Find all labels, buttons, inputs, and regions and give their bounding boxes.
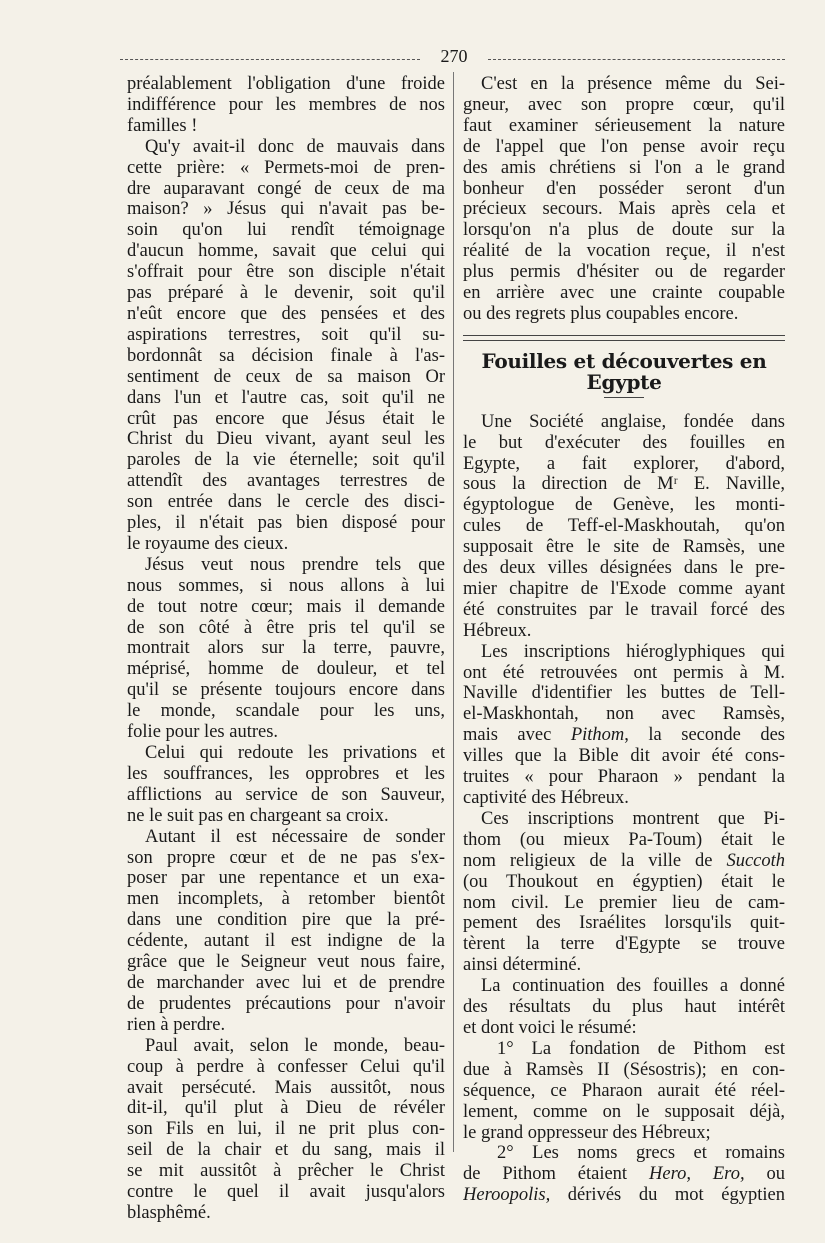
text-line: Celui qui redoute les privations et: [145, 743, 445, 763]
text-line: La continuation des fouilles a donné: [481, 976, 785, 997]
text-line: seil de la chair et du sang, mais il: [127, 1140, 445, 1161]
text-line: due à Ramsès II (Sésostris); en con-: [463, 1059, 785, 1080]
text-line: supposait être le site de Ramsès, une: [463, 537, 785, 558]
text-line: les souffrances, les opprobres et les: [127, 763, 445, 784]
text-line: contre le quel il avait jusqu'alors: [127, 1182, 445, 1203]
text-line: bordonnât sa décision finale à l'as-: [127, 345, 445, 366]
text-line: indifférence pour les membres de nos: [127, 94, 445, 115]
text-line: crût pas encore que Jésus était le: [127, 408, 445, 429]
text-line: de marchander avec lui et de prendre: [127, 972, 445, 993]
page-header: [120, 44, 785, 70]
text-line: Qu'y avait-il donc de mauvais dans: [145, 136, 445, 157]
text-line: gneur, avec son propre cœur, qu'il: [463, 94, 785, 115]
text-line: ainsi déterminé.: [463, 955, 582, 976]
text-line: de l'appel que l'on pense avoir reçu: [463, 136, 785, 157]
text-line: de prudentes précautions pour n'avoir: [127, 993, 445, 1014]
text-line: Christ du Dieu vivant, ayant seul les: [127, 429, 445, 450]
text-line: tèrent la terre d'Egypte se trouve: [463, 934, 785, 955]
text-line: maison? » Jésus qui n'avait pas be-: [127, 199, 445, 220]
text-line: le but d'exécuter des fouilles en: [463, 432, 785, 453]
text-line: lement, comme on le supposait déjà,: [463, 1101, 785, 1122]
text-line: dans l'un et l'autre cas, soit qu'il ne: [127, 387, 445, 408]
right-column: [463, 74, 785, 1206]
text-line: C'est en la présence même du Sei-: [481, 74, 785, 94]
text-line: men incomplets, à retomber bientôt: [127, 889, 445, 910]
text-line: Autant il est nécessaire de sonder: [145, 826, 445, 847]
text-line: pement des Israélites lorsqu'ils quit-: [463, 913, 785, 934]
text-line: égyptologue de Genève, les monti-: [463, 495, 785, 516]
text-line: méprisé, homme de douleur, et tel: [127, 659, 445, 680]
text-line: rien à perdre.: [127, 1014, 226, 1035]
text-line: été construites par le travail forcé des: [463, 599, 785, 620]
text-line: nom religieux de la ville de Succoth: [463, 850, 785, 871]
text-line: ou des regrets plus coupables encore.: [463, 303, 739, 324]
text-line: montrait alors sur la terre, pauvre,: [127, 638, 445, 659]
text-line: mais avec Pithom, la seconde des: [463, 725, 785, 746]
text-line: nous sommes, si nous allons à lui: [127, 575, 445, 596]
text-line: cette prière: « Permets-moi de pren-: [127, 157, 445, 178]
text-line: mier chapitre de l'Exode comme ayant: [463, 578, 785, 599]
text-line: réalité de la vocation reçue, il n'est: [463, 241, 785, 262]
text-line: Paul avait, selon le monde, beau-: [145, 1035, 445, 1056]
text-line: le royaume des cieux.: [127, 533, 289, 554]
text-line: et dont voici le résumé:: [463, 1017, 637, 1038]
text-line: son propre cœur et de ne pas s'ex-: [127, 847, 445, 868]
text-line: préalablement l'obligation d'une froide: [127, 74, 445, 94]
text-line: ont été retrouvées ont permis à M.: [463, 662, 785, 683]
text-line: faut examiner sérieusement la nature: [463, 115, 785, 136]
text-line: Egypte, a fait explorer, d'abord,: [463, 453, 785, 474]
text-line: attendît des avantages terrestres de: [127, 471, 445, 492]
section-separator: [463, 335, 785, 341]
text-line: grâce que le Seigneur veut nous faire,: [127, 952, 445, 973]
text-line: lorsqu'on n'a plus de doute sur la: [463, 220, 785, 241]
text-line: plus permis d'hésiter ou de regarder: [463, 262, 785, 283]
text-line: 1° La fondation de Pithom est: [497, 1038, 785, 1059]
text-line: précieux secours. Mais après cela et: [463, 199, 785, 220]
text-line: paroles de la vie éternelle; soit qu'il: [127, 450, 445, 471]
text-line: des résultats du plus haut intérêt: [463, 997, 785, 1018]
text-line: sous la direction de Mʳ E. Naville,: [463, 474, 785, 495]
text-line: des deux villes désignées dans le pre-: [463, 558, 785, 579]
heading-underline: [604, 397, 644, 398]
text-line: nom civil. Le premier lieu de cam-: [463, 892, 785, 913]
column-divider: [453, 72, 454, 1152]
text-line: cédente, autant il est indigne de la: [127, 931, 445, 952]
text-line: (ou Thoukout en égyptien) était le: [463, 871, 785, 892]
text-line: son Fils en lui, il ne prit plus con-: [127, 1119, 445, 1140]
section-heading: Fouilles et découvertes en Egypte: [481, 348, 767, 394]
page-number: 270: [440, 46, 468, 66]
text-line: le grand oppresseur des Hébreux;: [463, 1122, 711, 1143]
left-column: [127, 74, 445, 1224]
header-rule-left: [120, 59, 420, 60]
text-line: dre auparavant congé de ceux de ma: [127, 178, 445, 199]
text-line: sentiment de ceux de sa maison Or: [127, 366, 445, 387]
text-line: coup à perdre à confesser Celui qu'il: [127, 1056, 445, 1077]
text-line: el-Maskhontah, non avec Ramsès,: [463, 704, 785, 725]
text-line: aspirations terrestres, soit qu'il su-: [127, 324, 445, 345]
text-line: ne le suit pas en chargeant sa croix.: [127, 805, 389, 826]
text-line: truites « pour Pharaon » pendant la: [463, 767, 785, 788]
text-line: Heroopolis, dérivés du mot égyptien: [463, 1185, 785, 1206]
right-column-bottom-text: [463, 412, 785, 1206]
text-line: n'eût encore que des pensées et des: [127, 303, 445, 324]
text-line: de son côté à être pris tel qu'il se: [127, 617, 445, 638]
text-line: ples, il n'était pas bien disposé pour: [127, 513, 445, 534]
header-rule-right: [488, 59, 785, 60]
text-line: cules de Teff-el-Maskhoutah, qu'on: [463, 516, 785, 537]
text-line: en arrière avec une crainte coupable: [463, 283, 785, 304]
right-column-top-text: [463, 74, 785, 325]
text-line: blasphêmé.: [127, 1202, 211, 1223]
text-line: villes que la Bible dit avoir été cons-: [463, 746, 785, 767]
text-line: bonheur d'en posséder seront d'un: [463, 178, 785, 199]
text-line: captivité des Hébreux.: [463, 788, 629, 808]
text-line: dans une condition pire que la pré-: [127, 910, 445, 931]
text-line: son entrée dans le cercle des disci-: [127, 492, 445, 513]
text-line: afflictions au service de son Sauveur,: [127, 784, 445, 805]
text-line: dit-il, qu'il plut à Dieu de révéler: [127, 1098, 445, 1119]
text-line: soin qu'on lui rendît témoignage: [127, 220, 445, 241]
text-line: Ces inscriptions montrent que Pi-: [481, 808, 785, 829]
text-line: le monde, scandale pour les uns,: [127, 701, 445, 722]
text-line: Les inscriptions hiéroglyphiques qui: [481, 641, 785, 662]
text-line: thom (ou mieux Pa-Toum) était le: [463, 829, 785, 850]
text-line: Hébreux.: [463, 620, 532, 641]
text-line: se mit aussitôt à prêcher le Christ: [127, 1161, 445, 1182]
text-line: des amis chrétiens si l'on a le grand: [463, 157, 785, 178]
text-line: de Pithom étaient Hero, Ero, ou: [463, 1164, 785, 1185]
text-line: 2° Les noms grecs et romains: [497, 1143, 785, 1164]
text-line: qu'il se présente toujours encore dans: [127, 680, 445, 701]
text-line: s'offrait pour être son disciple n'était: [127, 262, 445, 283]
text-line: d'aucun homme, savait que celui qui: [127, 241, 445, 262]
text-line: de tout notre cœur; mais il demande: [127, 596, 445, 617]
text-line: poser par une repentance et un exa-: [127, 868, 445, 889]
text-line: avait persécuté. Mais aussitôt, nous: [127, 1077, 445, 1098]
text-line: Naville d'identifier les buttes de Tell-: [463, 683, 785, 704]
text-line: pas préparé à le devenir, soit qu'il: [127, 283, 445, 304]
text-line: familles !: [127, 115, 198, 136]
text-line: Une Société anglaise, fondée dans: [481, 411, 785, 432]
text-line: Jésus veut nous prendre tels que: [145, 554, 445, 575]
text-line: séquence, ce Pharaon aurait été réel-: [463, 1080, 785, 1101]
text-line: folie pour les autres.: [127, 722, 279, 743]
